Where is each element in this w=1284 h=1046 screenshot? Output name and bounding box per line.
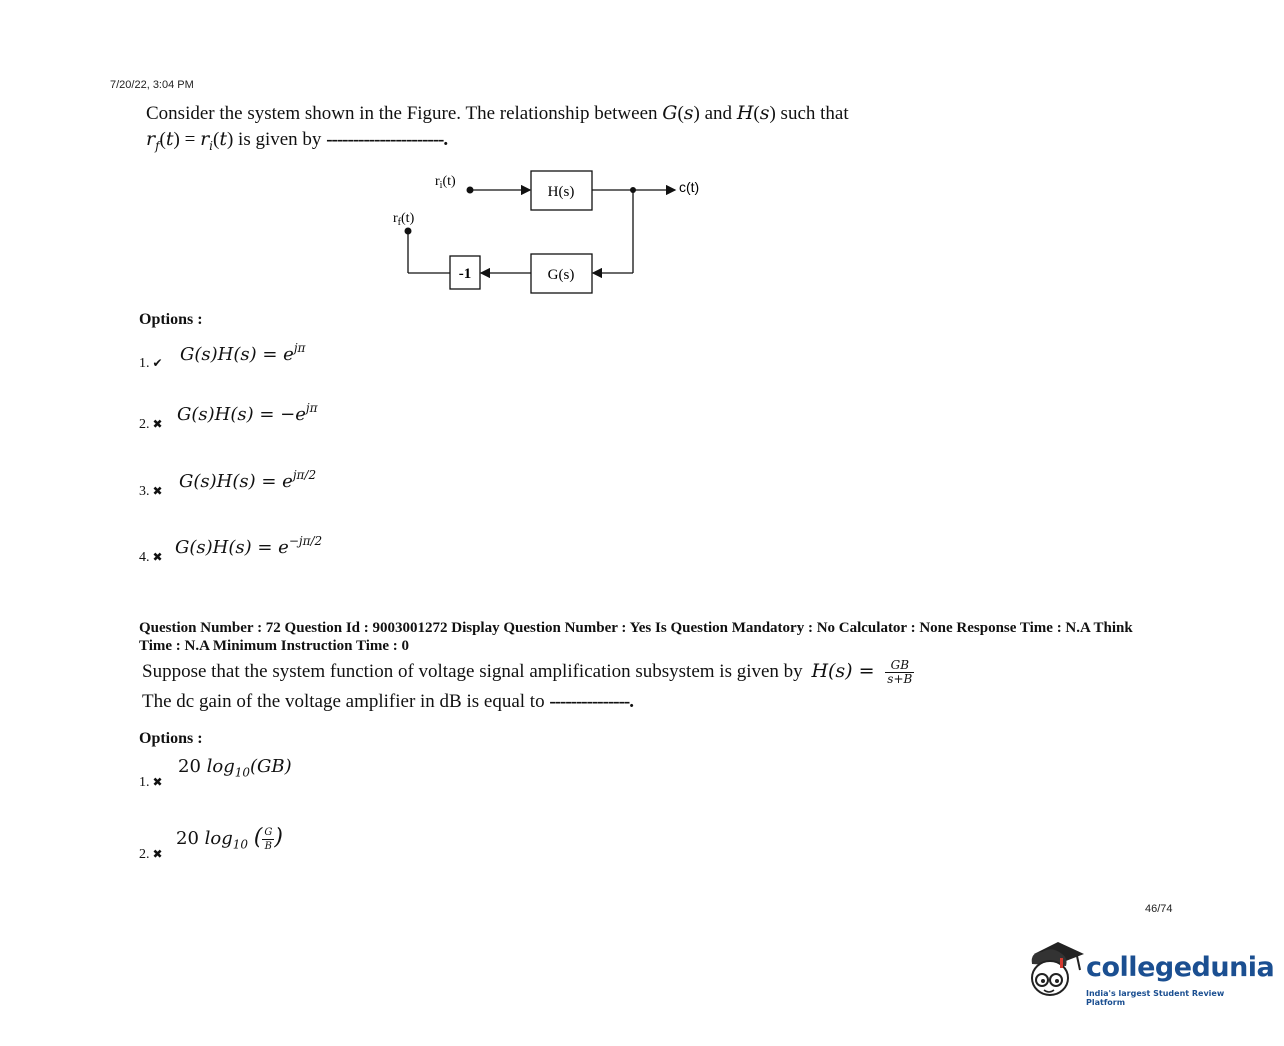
q72-line2-text: The dc gain of the voltage amplifier in dB is equal to xyxy=(142,691,545,712)
q71-option-4[interactable] xyxy=(139,528,439,568)
q71-option-3[interactable] xyxy=(139,462,439,502)
frac-numerator: GB xyxy=(885,659,914,673)
q72-line2-dashes: ---------------. xyxy=(549,691,634,712)
option-math: $G(s)H(s) = e^{j\pi}$ xyxy=(180,341,306,365)
option-number: 2. ✖ xyxy=(139,417,163,432)
cross-icon: ✖ xyxy=(152,847,163,861)
graduate-mascot-icon xyxy=(1022,938,1086,1004)
option-math: $G(s)H(s) = e^{-j\pi/2}$ xyxy=(175,534,323,558)
option-number: 2. ✖ xyxy=(139,847,163,862)
cross-icon: ✖ xyxy=(152,775,163,789)
h-block-label: H(s) xyxy=(547,184,575,200)
cross-icon: ✖ xyxy=(152,417,163,431)
q71-options-label: Options : xyxy=(139,311,203,328)
logo-wordmark: collegedunia xyxy=(1086,952,1275,983)
hs-fraction xyxy=(885,659,914,686)
q71-option-1[interactable] xyxy=(139,338,439,374)
q72-line1-text: Suppose that the system function of voltage signal amplification subsystem is given by xyxy=(142,660,803,682)
page-number: 46/74 xyxy=(1145,903,1173,915)
q72-options-label: Options : xyxy=(139,730,203,747)
gain-block-label: -1 xyxy=(458,266,472,282)
question-71-text: Consider the system shown in the Figure. The relationship between G(s) and H(s) such that $r_f(t) = r_i(t)$ is given by ----------------------. xyxy=(146,102,849,153)
q72-option-2[interactable] xyxy=(139,820,439,864)
option-math: $G(s)H(s) = e^{j\pi/2}$ xyxy=(179,468,317,492)
rf-label: $r_f(t)$ xyxy=(393,211,415,228)
question-72-line1 xyxy=(142,659,914,686)
option-number: 1. ✖ xyxy=(139,775,163,790)
collegedunia-logo xyxy=(1022,938,1275,1008)
output-label: c(t) xyxy=(679,179,700,195)
hs-expr: H(s) = xyxy=(811,659,875,682)
option-number: 4. ✖ xyxy=(139,550,163,565)
q72-option-1[interactable] xyxy=(139,756,439,792)
ri-label: $r_i(t)$ xyxy=(435,174,456,191)
check-icon: ✔ xyxy=(152,356,163,370)
option-math: $G(s)H(s) = -e^{j\pi}$ xyxy=(177,401,318,425)
q71-option-2[interactable] xyxy=(139,398,439,434)
cross-icon: ✖ xyxy=(152,550,163,564)
option-math: 20 $\log_{10}(GB)$ xyxy=(178,756,292,780)
g-block-label: G(s) xyxy=(547,267,575,283)
print-timestamp: 7/20/22, 3:04 PM xyxy=(110,79,194,91)
logo-tagline: India's largest Student Review Platform xyxy=(1086,989,1225,1007)
frac-denominator: s+B xyxy=(887,672,913,686)
option-number: 1. ✔ xyxy=(139,356,163,371)
cross-icon: ✖ xyxy=(152,484,163,498)
question-72-meta: Question Number : 72 Question Id : 9003001272 Display Question Number : Yes Is Question Mandatory : No Calculator : None Response Time : N.A Think Time : N.A Minimum Instruction Time : 0 xyxy=(139,620,1133,654)
option-number: 3. ✖ xyxy=(139,484,163,499)
block-diagram xyxy=(385,165,725,305)
question-72-line2 xyxy=(142,691,633,713)
rf-node xyxy=(405,228,412,235)
option-math: 20 $\log_{10}$ ( $\frac{G}{B}$ ) xyxy=(176,825,283,852)
